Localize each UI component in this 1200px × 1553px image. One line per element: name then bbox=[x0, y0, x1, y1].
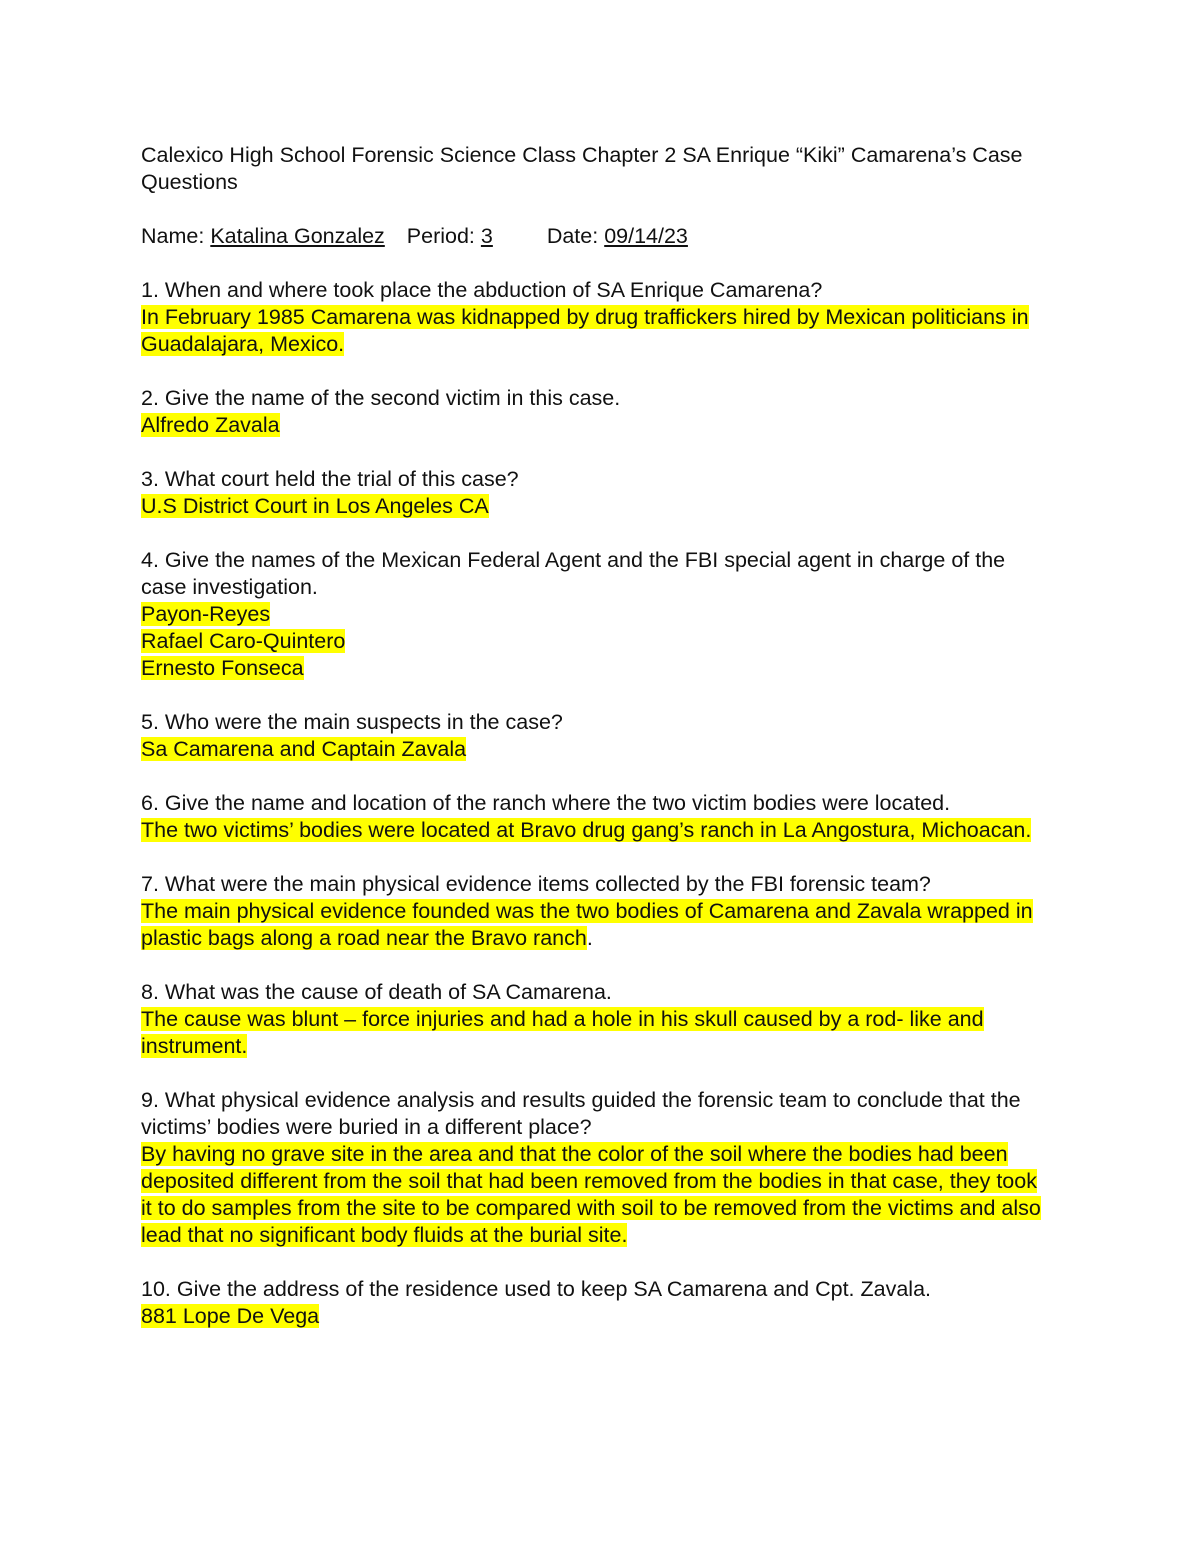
answer-8: The cause was blunt – force injuries and had a hole in his skull caused by a rod- like and instrument. bbox=[141, 1007, 984, 1058]
answer-7: The main physical evidence founded was the two bodies of Camarena and Zavala wrapped in plastic bags along a road near the Bravo ranch bbox=[141, 899, 1033, 950]
qa-item-6 bbox=[141, 790, 1050, 844]
qa-item-4 bbox=[141, 547, 1050, 682]
date-label: Date: bbox=[546, 224, 599, 248]
question-5: 5. Who were the main suspects in the case? bbox=[141, 710, 563, 734]
question-7: 7. What were the main physical evidence items collected by the FBI forensic team? bbox=[141, 872, 931, 896]
question-10: 10. Give the address of the residence used to keep SA Camarena and Cpt. Zavala. bbox=[141, 1277, 931, 1301]
period-value: 3 bbox=[480, 224, 493, 248]
answer-1: In February 1985 Camarena was kidnapped by drug traffickers hired by Mexican politicians in Guadalajara, Mexico. bbox=[141, 305, 1029, 356]
answer-4-name-1: Payon-Reyes bbox=[141, 602, 271, 626]
question-6: 6. Give the name and location of the ranch where the two victim bodies were located. bbox=[141, 791, 951, 815]
qa-item-9 bbox=[141, 1087, 1050, 1249]
answer-6: The two victims’ bodies were located at Bravo drug gang’s ranch in La Angostura, Michoacan. bbox=[141, 818, 1032, 842]
qa-item-7 bbox=[141, 871, 1050, 952]
question-2: 2. Give the name of the second victim in this case. bbox=[141, 386, 621, 410]
qa-item-3 bbox=[141, 466, 1050, 520]
period-label: Period: bbox=[406, 224, 475, 248]
qa-item-8 bbox=[141, 979, 1050, 1060]
question-8: 8. What was the cause of death of SA Camarena. bbox=[141, 980, 612, 1004]
name-label: Name: bbox=[141, 224, 205, 248]
qa-item-1 bbox=[141, 277, 1050, 358]
qa-item-5 bbox=[141, 709, 1050, 763]
qa-item-10 bbox=[141, 1276, 1050, 1330]
name-value: Katalina Gonzalez bbox=[210, 224, 385, 248]
answer-4-name-3: Ernesto Fonseca bbox=[141, 656, 304, 680]
answer-3: U.S District Court in Los Angeles CA bbox=[141, 494, 489, 518]
question-3: 3. What court held the trial of this case? bbox=[141, 467, 519, 491]
document-title: Calexico High School Forensic Science Class Chapter 2 SA Enrique “Kiki” Camarena’s Case Questions bbox=[141, 143, 1023, 194]
answer-4-name-2: Rafael Caro-Quintero bbox=[141, 629, 346, 653]
answer-7-period: . bbox=[586, 926, 593, 950]
answer-5: Sa Camarena and Captain Zavala bbox=[141, 737, 467, 761]
question-1: 1. When and where took place the abduction of SA Enrique Camarena? bbox=[141, 278, 823, 302]
answer-2: Alfredo Zavala bbox=[141, 413, 280, 437]
question-9: 9. What physical evidence analysis and results guided the forensic team to conclude that the victims’ bodies were buried in a different place? bbox=[141, 1088, 1021, 1139]
qa-item-2 bbox=[141, 385, 1050, 439]
date-value: 09/14/23 bbox=[604, 224, 688, 248]
question-4: 4. Give the names of the Mexican Federal Agent and the FBI special agent in charge of the case investigation. bbox=[141, 548, 1006, 599]
answer-9: By having no grave site in the area and that the color of the soil where the bodies had been deposited different from the soil that had been removed from the bodies in that case, they took it to do samples from the site to be compared with soil to be removed from the victims and also lead that no significant body fluids at the burial site. bbox=[141, 1142, 1041, 1247]
student-info bbox=[141, 223, 1050, 250]
answer-10: 881 Lope De Vega bbox=[141, 1304, 320, 1328]
